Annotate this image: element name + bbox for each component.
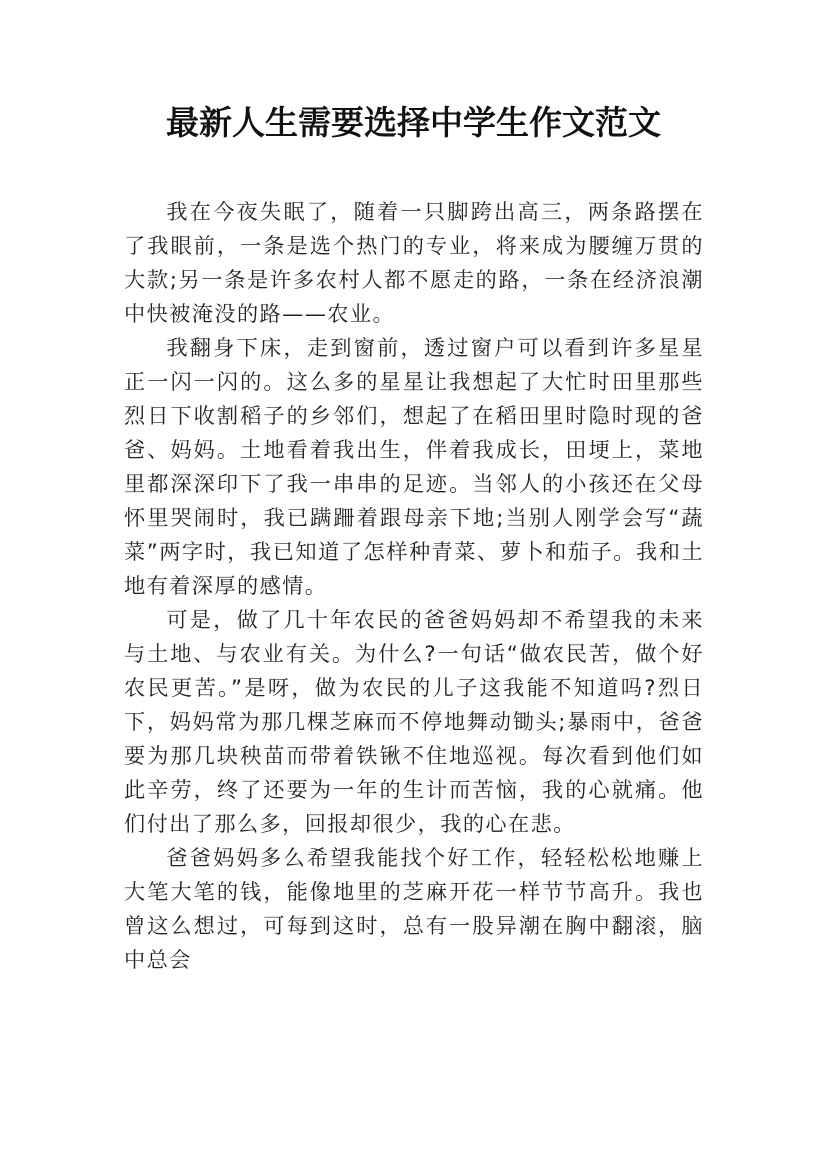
paragraph-2: 我翻身下床，走到窗前，透过窗户可以看到许多星星正一闪一闪的。这么多的星星让我想起了大忙时田里那些烈日下收割稻子的乡邻们，想起了在稻田里时隐时现的爸爸、妈妈。土地看着我出生，伴着我成长，田埂上，菜地里都深深印下了我一串串的足迹。当邻人的小孩还在父母怀里哭闹时，我已蹒跚着跟母亲下地;当别人刚学会写“蔬菜”两字时，我已知道了怎样种青菜、萝卜和茄子。我和土地有着深厚的感情。: [124, 335, 704, 598]
paragraph-4: 爸爸妈妈多么希望我能找个好工作，轻轻松松地赚上大笔大笔的钱，能像地里的芝麻开花一样节节高升。我也曾这么想过，可每到这时，总有一股异潮在胸中翻滚，脑中总会: [124, 845, 704, 972]
document-body: [124, 195, 704, 977]
paragraph-1: 我在今夜失眠了，随着一只脚跨出高三，两条路摆在了我眼前，一条是选个热门的专业，将来成为腰缠万贯的大款;另一条是许多农村人都不愿走的路，一条在经济浪潮中快被淹没的路——农业。: [124, 199, 704, 326]
paragraph-3: 可是，做了几十年农民的爸爸妈妈却不希望我的未来与土地、与农业有关。为什么?一句话“做农民苦，做个好农民更苦。”是呀，做为农民的儿子这我能不知道吗?烈日下，妈妈常为那几棵芝麻而不停地舞动锄头;暴雨中，爸爸要为那几块秧苗而带着铁锹不住地巡视。每次看到他们如此辛劳，终了还要为一年的生计而苦恼，我的心就痛。他们付出了那么多，回报却很少，我的心在悲。: [124, 607, 704, 836]
document-title: 最新人生需要选择中学生作文范文: [166, 103, 661, 142]
